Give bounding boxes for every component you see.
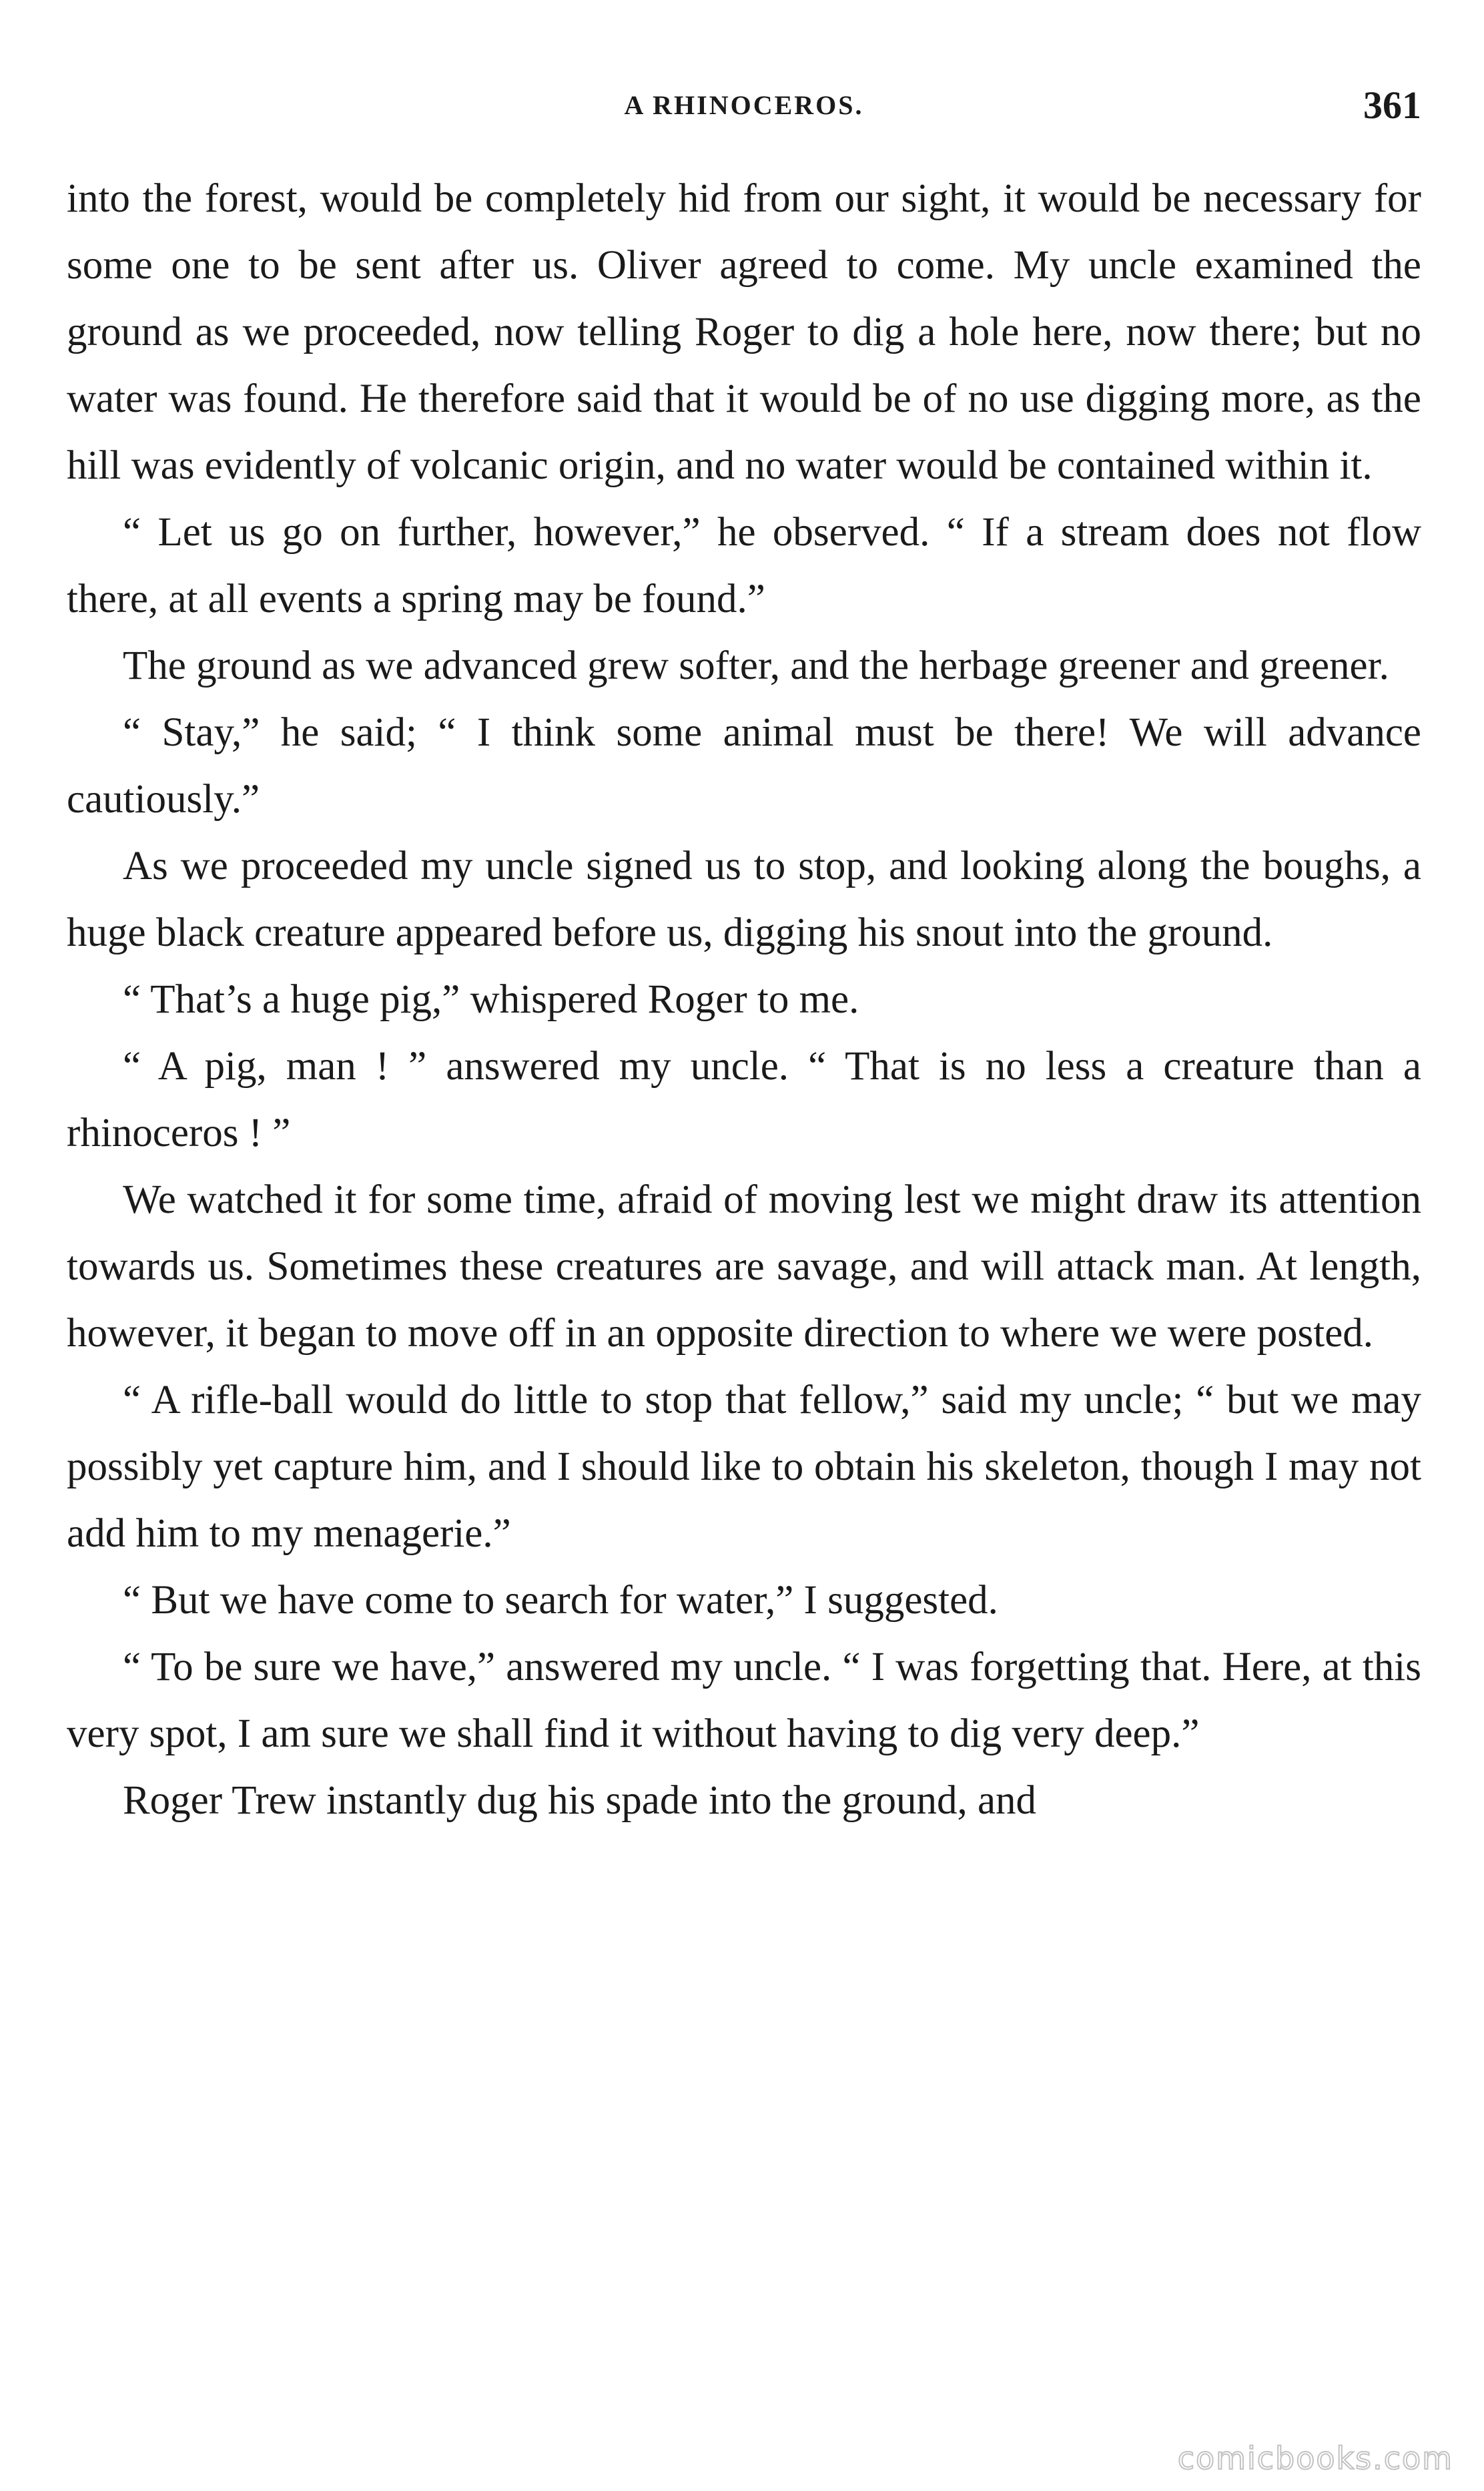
- paragraph: “ A rifle-ball would do little to stop that fellow,” said my uncle; “ but we may possibly yet capture him, and I should like to obtain his skeleton, though I may not add him to my menagerie.”: [67, 1378, 1421, 1556]
- paragraph: Roger Trew instantly dug his spade into the ground, and: [123, 1778, 1037, 1823]
- paragraph: “ But we have come to search for water,” I suggested.: [123, 1578, 998, 1623]
- paragraph: As we proceeded my uncle signed us to stop, and looking along the boughs, a huge black creature appeared before us, digging his snout into the ground.: [67, 844, 1421, 955]
- body-text: [67, 166, 1421, 1834]
- paragraph: into the forest, would be completely hid from our sight, it would be necessary for some one to be sent after us. Oliver agreed to come. My uncle examined the ground as we proceeded, now telling Roger to dig a hole here, now there; but no water was found. He therefore said that it would be of no use digging more, as the hill was evidently of volcanic origin, and no water would be contained within it.: [67, 176, 1421, 488]
- paragraph: “ To be sure we have,” answered my uncle. “ I was forgetting that. Here, at this very spot, I am sure we shall find it without having to dig very deep.”: [67, 1645, 1421, 1756]
- paragraph: “ That’s a huge pig,” whispered Roger to me.: [123, 977, 859, 1022]
- running-head: [67, 79, 1421, 132]
- watermark: comicbooks.com: [1177, 2440, 1453, 2476]
- paragraph: “ Let us go on further, however,” he observed. “ If a stream does not flow there, at all events a spring may be found.”: [67, 510, 1421, 621]
- running-title: A RHINOCEROS.: [624, 90, 864, 120]
- paragraph: The ground as we advanced grew softer, and the herbage greener and greener.: [123, 643, 1389, 688]
- paragraph: “ A pig, man ! ” answered my uncle. “ That is no less a creature than a rhinoceros ! ”: [67, 1044, 1421, 1155]
- page-number: 361: [1363, 83, 1421, 127]
- paragraph: “ Stay,” he said; “ I think some animal must be there! We will advance cautiously.”: [67, 710, 1421, 822]
- paragraph: We watched it for some time, afraid of moving lest we might draw its attention towards us. Sometimes these creatures are savage, and will attack man. At length, however, it began to move off in an opposite direction to where we were posted.: [67, 1177, 1421, 1356]
